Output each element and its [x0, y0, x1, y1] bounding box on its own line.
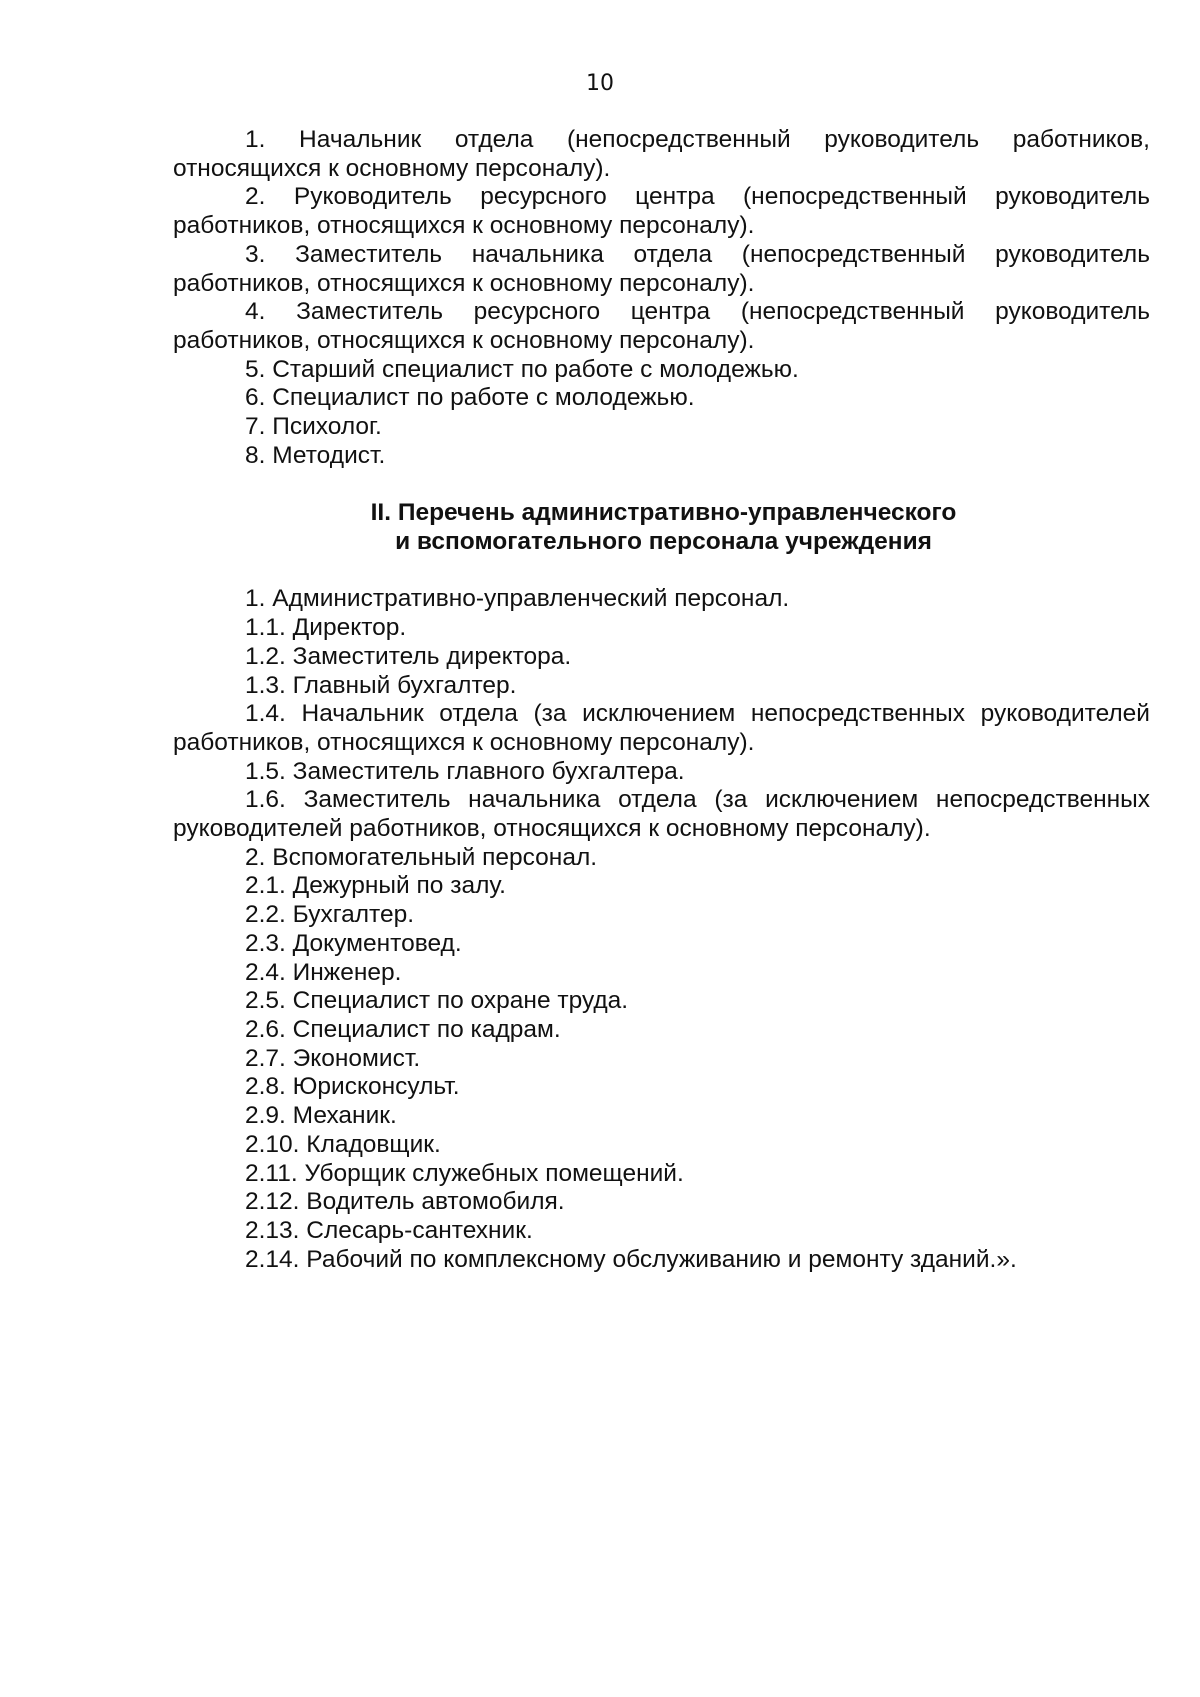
list-item: 1.1. Директор. [245, 614, 407, 642]
list-item: 2.1. Дежурный по залу. [245, 872, 506, 900]
section-one-list [173, 126, 1150, 470]
list-item: 2.14. Рабочий по комплексному обслуживанию и ремонту зданий.». [245, 1245, 1017, 1273]
list-item: 7. Психолог. [245, 413, 382, 441]
list-item: 2.3. Документовед. [245, 929, 462, 957]
list-item: 1. Административно-управленческий персонал. [245, 585, 790, 613]
list-item: 2. Руководитель ресурсного центра (непосредственный руководитель работников, относящихся к основному персоналу). [173, 183, 1150, 240]
list-item: 2.10. Кладовщик. [245, 1130, 441, 1158]
document-body [173, 126, 1150, 1274]
list-item: 2.6. Специалист по кадрам. [245, 1015, 561, 1043]
list-item: 2.9. Механик. [245, 1102, 397, 1130]
list-item: 2.8. Юрисконсульт. [245, 1073, 460, 1101]
list-item: 2.13. Слесарь-сантехник. [245, 1216, 533, 1244]
list-item: 4. Заместитель ресурсного центра (непосредственный руководитель работников, относящихся к основному персоналу). [173, 298, 1150, 354]
list-item: 2. Вспомогательный персонал. [245, 843, 598, 871]
list-item: 6. Специалист по работе с молодежью. [245, 384, 695, 412]
list-item: 2.7. Экономист. [245, 1044, 421, 1072]
list-item: 1.4. Начальник отдела (за исключением непосредственных руководителей работников, относящихся к основному персоналу). [173, 700, 1150, 756]
list-item: 8. Методист. [245, 441, 386, 469]
list-item: 1.6. Заместитель начальника отдела (за исключением непосредственных руководителей работников, относящихся к основному персоналу). [173, 786, 1150, 843]
list-item: 1. Начальник отдела (непосредственный руководитель работников, относящихся к основному персоналу). [173, 126, 1150, 182]
list-item: 2.2. Бухгалтер. [245, 901, 415, 929]
list-item: 2.11. Уборщик служебных помещений. [245, 1159, 684, 1187]
list-item: 3. Заместитель начальника отдела (непосредственный руководитель работников, относящихся к основному персоналу). [173, 240, 1150, 297]
section-two-list [173, 585, 1150, 1274]
section-two-heading [173, 498, 1150, 556]
section-two-heading-line2: и вспомогательного персонала учреждения [395, 528, 932, 556]
list-item: 2.4. Инженер. [245, 958, 402, 986]
list-item: 5. Старший специалист по работе с молодежью. [245, 355, 799, 383]
list-item: 2.12. Водитель автомобиля. [245, 1188, 565, 1216]
list-item: 1.3. Главный бухгалтер. [245, 671, 517, 699]
list-item: 1.2. Заместитель директора. [245, 642, 572, 670]
section-two-heading-line1: II. Перечень административно-управленческого [370, 499, 957, 527]
list-item: 2.5. Специалист по охране труда. [245, 987, 629, 1015]
page-number: 10 [586, 71, 614, 96]
list-item: 1.5. Заместитель главного бухгалтера. [245, 757, 685, 785]
